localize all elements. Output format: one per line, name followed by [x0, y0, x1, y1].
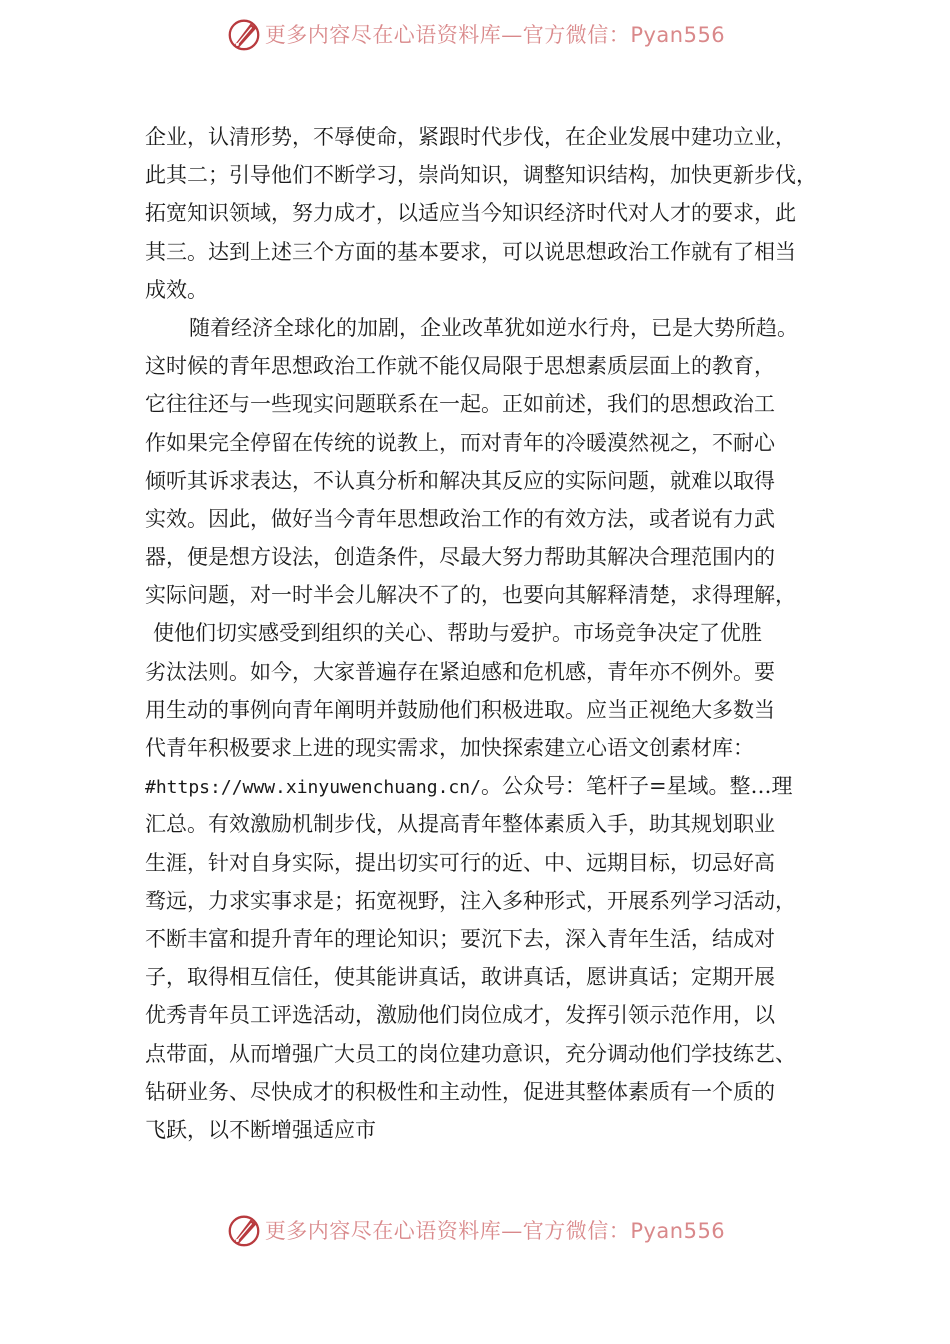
document-body: [145, 118, 835, 1149]
text-line: 骛远，力求实事求是；拓宽视野，注入多种形式，开展系列学习活动，: [145, 888, 796, 913]
text-line: 使他们切实感受到组织的关心、帮助与爱护。市场竞争决定了优胜: [153, 621, 762, 646]
text-line: 它往往还与一些现实问题联系在一起。正如前述，我们的思想政治工: [145, 392, 775, 417]
text-line: 实际问题，对一时半会儿解决不了的，也要向其解释清楚，求得理解，: [145, 583, 796, 608]
text-line: 其三。达到上述三个方面的基本要求，可以说思想政治工作就有了相当: [145, 239, 796, 264]
text-line: 飞跃，以不断增强适应市: [145, 1117, 376, 1142]
website-url-text: #https://www.xinyuwenchuang.cn/: [145, 777, 481, 799]
text-line: 企业，认清形势，不辱使命，紧跟时代步伐，在企业发展中建功立业，: [145, 125, 796, 149]
text-line: 劣汰法则。如今，大家普遍存在紧迫感和危机感，青年亦不例外。要: [145, 659, 775, 684]
pen-nib-logo-icon: [225, 1211, 263, 1249]
text-line: 优秀青年员工评选活动，激励他们岗位成才，发挥引领示范作用，以: [145, 1003, 775, 1028]
text-line: 用生动的事例向青年阐明并鼓励他们积极进取。应当正视绝大多数当: [145, 697, 775, 722]
pen-nib-logo-icon: [225, 15, 263, 53]
header-banner-text: 更多内容尽在心语资料库—官方微信：Pyan556: [264, 23, 726, 47]
text-line: 汇总。有效激励机制步伐，从提高青年整体素质入手，助其规划职业: [145, 812, 775, 837]
text-line: 点带面，从而增强广大员工的岗位建功意识，充分调动他们学技练艺、: [145, 1041, 796, 1066]
text-line: 钻研业务、尽快成才的积极性和主动性，促进其整体素质有一个质的: [145, 1079, 775, 1104]
text-line: 实效。因此，做好当今青年思想政治工作的有效方法，或者说有力武: [145, 506, 775, 531]
text-line: 成效。: [145, 277, 208, 302]
text-line: 生涯，针对自身实际，提出切实可行的近、中、远期目标，切忌好高: [145, 850, 775, 875]
text-line-with-url: [145, 767, 835, 805]
footer-banner: [0, 1210, 950, 1250]
footer-banner-text: 更多内容尽在心语资料库—官方微信：Pyan556: [264, 1219, 726, 1243]
text-line: 代青年积极要求上进的现实需求，加快探索建立心语文创素材库：: [145, 736, 754, 760]
header-banner: [0, 14, 950, 54]
text-line: 子，取得相互信任，使其能讲真话，敢讲真话，愿讲真话；定期开展: [145, 965, 775, 990]
text-line: 倾听其诉求表达，不认真分析和解决其反应的实际问题，就难以取得: [145, 468, 775, 493]
text-line: 作如果完全停留在传统的说教上，而对青年的冷暖漠然视之，不耐心: [145, 430, 775, 455]
text-line: 此其二；引导他们不断学习，崇尚知识，调整知识结构，加快更新步伐，: [145, 163, 817, 188]
text-line: 不断丰富和提升青年的理论知识；要沉下去，深入青年生活，结成对: [145, 926, 775, 951]
text-line: 这时候的青年思想政治工作就不能仅局限于思想素质层面上的教育，: [145, 354, 775, 379]
paragraph-first-line: 随着经济全球化的加剧，企业改革犹如逆水行舟，已是大势所趋。: [189, 315, 798, 340]
text-line: 器，便是想方设法，创造条件，尽最大努力帮助其解决合理范围内的: [145, 545, 775, 570]
text-fragment: 。公众号：笔杆子=星域。整…理: [480, 774, 793, 799]
text-line: 拓宽知识领域，努力成才，以适应当今知识经济时代对人才的要求，此: [145, 201, 796, 226]
